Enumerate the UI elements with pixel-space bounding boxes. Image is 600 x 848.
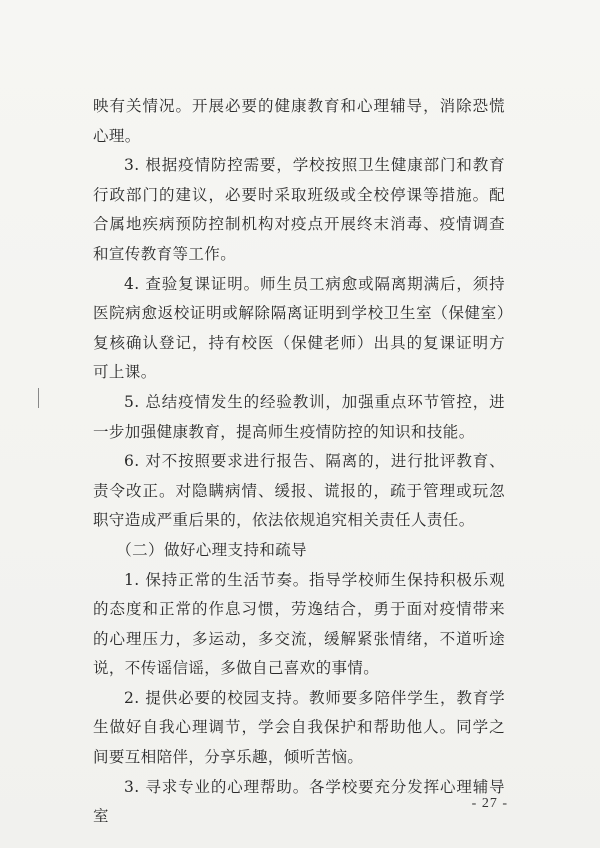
page-number: - 27 - [471,796,508,811]
paragraph-psych-1: 1. 保持正常的生活节奏。指导学校师生保持积极乐观的态度和正常的作息习惯，劳逸结合，勇于面对疫情带来的心理压力，多运动，多交流，缓解紧张情绪，不道听途说，不传谣信谣，多做自己喜欢的事情。 [93,570,505,678]
paragraph-psych-2: 2. 提供必要的校园支持。教师要多陪伴学生，教育学生做好自我心理调节，学会自我保护和帮助他人。同学之间要互相陪伴，分享乐趣，倾听苦恼。 [93,688,505,767]
body-text [93,92,505,832]
paragraph-item-5: 5. 总结疫情发生的经验教训，加强重点环节管控，进一步加强健康教育，提高师生疫情防控的知识和技能。 [93,392,505,441]
paragraph-item-6: 6. 对不按照要求进行报告、隔离的，进行批评教育、责令改正。对隐瞒病情、缓报、谎报的，疏于管理或玩忽职守造成严重后果的，依法依规追究相关责任人责任。 [93,452,505,530]
paragraph-psych-3: 3. 寻求专业的心理帮助。各学校要充分发挥心理辅导室 [93,777,505,826]
binding-mark [38,388,39,408]
paragraph-item-3: 3. 根据疫情防控需要，学校按照卫生健康部门和教育行政部门的建议，必要时采取班级或全校停课等措施。配合属地疾病预防控制机构对疫点开展终末消毒、疫情调查和宣传教育等工作。 [93,156,505,263]
section-heading: （二）做好心理支持和疏导 [116,540,308,559]
paragraph-item-4: 4. 查验复课证明。师生员工病愈或隔离期满后，须持医院病愈返校证明或解除隔离证明到学校卫生室（保健室）复核确认登记，持有校医（保健老师）出具的复课证明方可上课。 [93,274,505,382]
paragraph-continuation: 映有关情况。开展必要的健康教育和心理辅导，消除恐慌心理。 [93,97,505,145]
